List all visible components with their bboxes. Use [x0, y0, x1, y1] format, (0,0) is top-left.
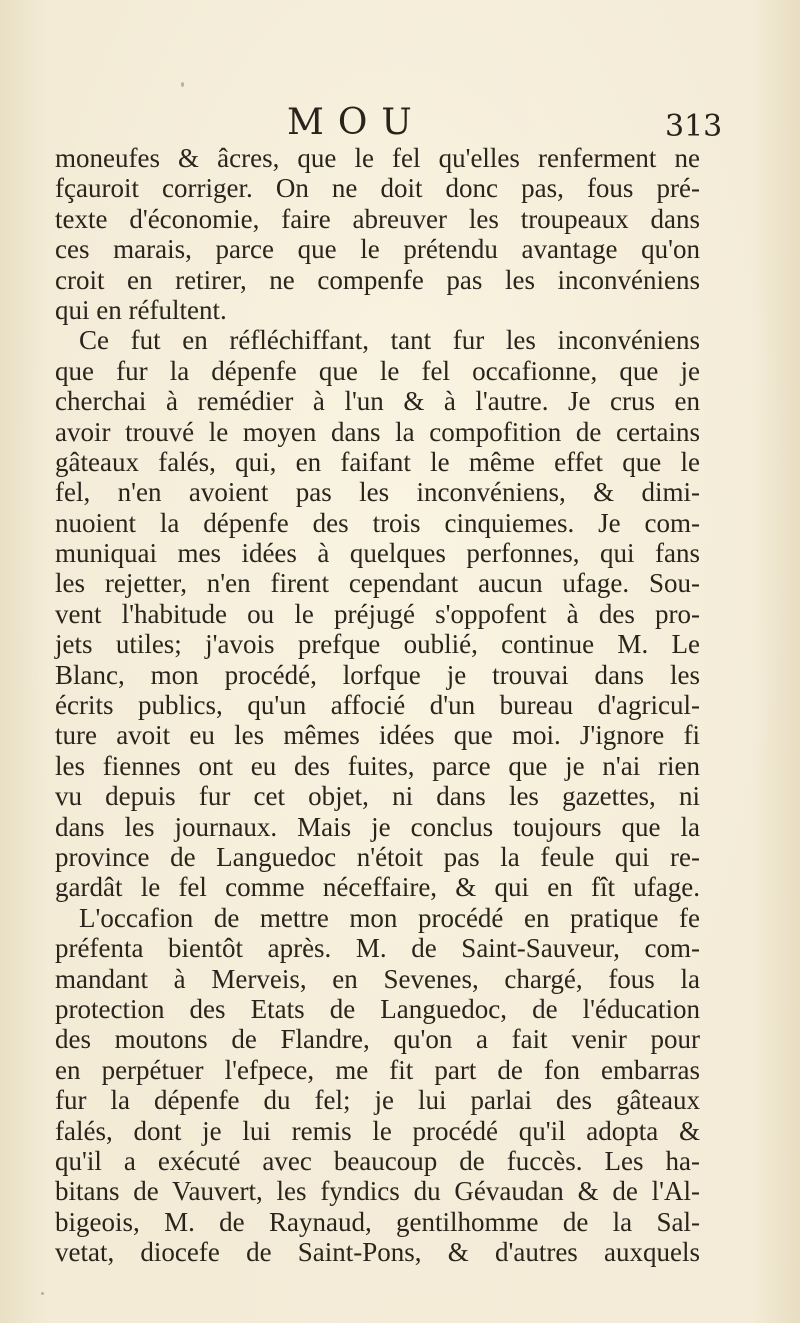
text-line: vent l'habitude ou le préjugé s'oppofent à des pro- [55, 598, 700, 629]
paper-speck [181, 82, 184, 87]
text-line: cherchai à remédier à l'un & à l'autre. Je crus en [55, 386, 700, 417]
text-line: préfenta bientôt après. M. de Saint-Sauveur, com- [55, 933, 700, 964]
text-line: gardât le fel comme néceffaire, & qui en fît ufage. [55, 872, 700, 903]
text-line: Blanc, mon procédé, lorfque je trouvai dans les [55, 659, 700, 690]
text-line: moneufes & âcres, que le fel qu'elles renferment ne [55, 143, 700, 173]
text-line: les fiennes ont eu des fuites, parce que je n'ai rien [55, 750, 700, 781]
text-line: vetat, diocefe de Saint-Pons, & d'autres auxquels [55, 1237, 700, 1268]
text-line: Ce fut en réfléchiffant, tant fur les inconvéniens [79, 325, 700, 356]
text-line: qu'il a exécuté avec beaucoup de fuccès. Les ha- [55, 1145, 700, 1176]
text-line: avoir trouvé le moyen dans la compofition de certains [55, 416, 700, 447]
text-line: bigeois, M. de Raynaud, gentilhomme de la Sal- [55, 1206, 700, 1237]
text-line: province de Languedoc n'étoit pas la feule qui re- [55, 841, 700, 872]
body-text [55, 143, 700, 1267]
text-line: en perpétuer l'efpece, me fit part de fon embarras [55, 1054, 700, 1085]
text-line: mandant à Merveis, en Sevenes, chargé, fous la [55, 963, 700, 994]
text-line: fel, n'en avoient pas les inconvéniens, & dimi- [55, 477, 700, 508]
text-line: nuoient la dépenfe des trois cinquiemes. Je com- [55, 507, 700, 538]
text-line: fur la dépenfe du fel; je lui parlai des gâteaux [55, 1085, 700, 1116]
text-line: falés, dont je lui remis le procédé qu'il adopta & [55, 1115, 700, 1146]
text-line: gâteaux falés, qui, en faifant le même effet que le [55, 446, 700, 477]
text-line: des moutons de Flandre, qu'on a fait venir pour [55, 1024, 700, 1055]
text-line: ture avoit eu les mêmes idées que moi. J'ignore fi [55, 720, 700, 751]
text-line: protection des Etats de Languedoc, de l'éducation [55, 993, 700, 1024]
page-number: 313 [665, 109, 723, 144]
text-line: texte d'économie, faire abreuver les troupeaux dans [55, 203, 700, 234]
paper-speck [41, 1292, 44, 1295]
text-line: vu depuis fur cet objet, ni dans les gazettes, ni [55, 781, 700, 812]
text-line: ces marais, parce que le prétendu avantage qu'on [55, 234, 700, 265]
text-line: fçauroit corriger. On ne doit donc pas, fous pré- [55, 173, 700, 204]
text-line: les rejetter, n'en firent cependant aucun ufage. Sou- [55, 568, 700, 599]
text-line: que fur la dépenfe que le fel occafionne, que je [55, 355, 700, 386]
text-line: dans les journaux. Mais je conclus toujours que la [55, 811, 700, 842]
text-line: qui en réfultent. [55, 294, 227, 325]
text-line: L'occafion de mettre mon procédé en pratique fe [79, 902, 700, 933]
running-title: MOU [287, 102, 426, 143]
text-line: bitans de Vauvert, les fyndics du Gévaudan & de l'Al- [55, 1176, 700, 1207]
text-line: jets utiles; j'avois prefque oublié, continue M. Le [55, 629, 700, 660]
text-line: croit en retirer, ne compenfe pas les inconvéniens [55, 264, 700, 295]
text-line: muniquai mes idées à quelques perfonnes, qui fans [55, 538, 700, 569]
page-header [0, 100, 800, 146]
text-line: écrits publics, qu'un affocié d'un bureau d'agricul- [55, 690, 700, 721]
